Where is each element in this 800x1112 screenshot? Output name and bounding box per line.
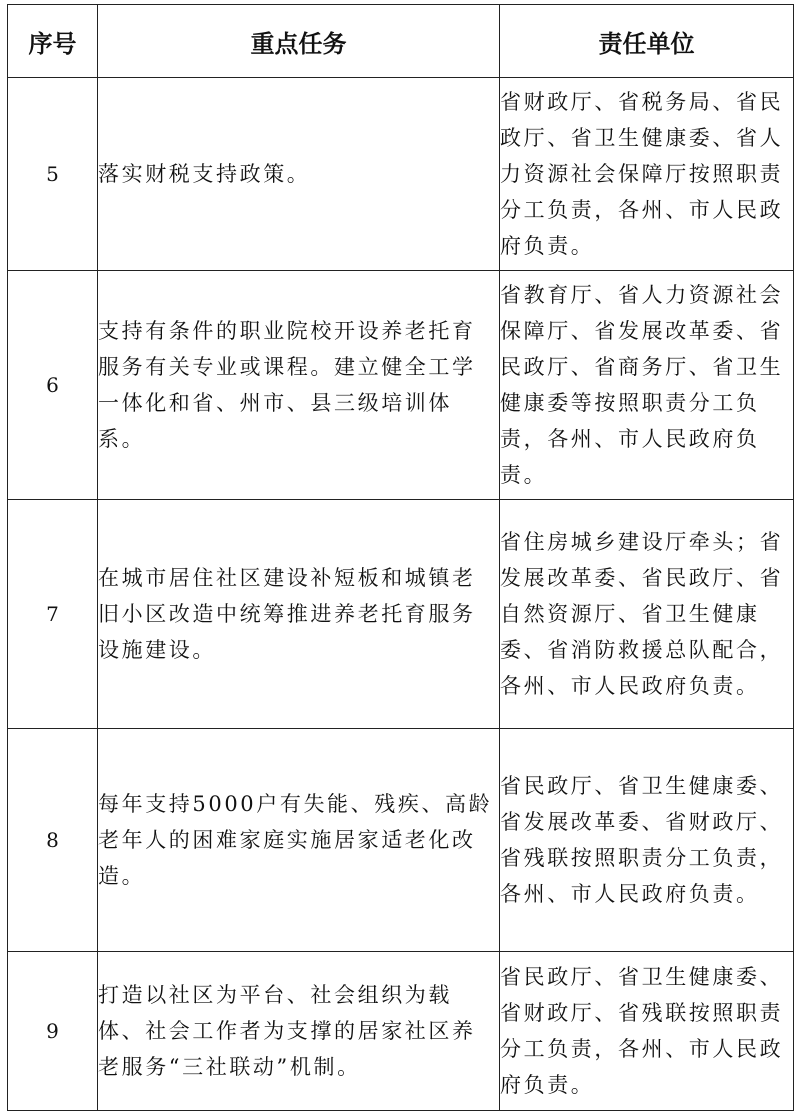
header-row: [8, 5, 794, 78]
row-task: 支持有条件的职业院校开设养老托育服务有关专业或课程。建立健全工学一体化和省、州市、县三级培训体系。: [98, 271, 500, 500]
row-task: 每年支持5000户有失能、残疾、高龄老年人的困难家庭实施居家适老化改造。: [98, 729, 500, 952]
row-unit: 省财政厅、省税务局、省民政厅、省卫生健康委、省人力资源社会保障厅按照职责分工负责，各州、市人民政府负责。: [500, 78, 794, 271]
row-index: 5: [8, 78, 98, 271]
row-task: 在城市居住社区建设补短板和城镇老旧小区改造中统筹推进养老托育服务设施建设。: [98, 500, 500, 729]
table-row: [8, 271, 794, 500]
row-index: 6: [8, 271, 98, 500]
row-task: 落实财税支持政策。: [98, 78, 500, 271]
row-index: 9: [8, 952, 98, 1111]
row-index: 8: [8, 729, 98, 952]
row-task: 打造以社区为平台、社会组织为载体、社会工作者为支撑的居家社区养老服务“三社联动”机制。: [98, 952, 500, 1111]
table-row: [8, 729, 794, 952]
row-unit: 省住房城乡建设厅牵头；省发展改革委、省民政厅、省自然资源厅、省卫生健康委、省消防救援总队配合，各州、市人民政府负责。: [500, 500, 794, 729]
row-unit: 省教育厅、省人力资源社会保障厅、省发展改革委、省民政厅、省商务厅、省卫生健康委等按照职责分工负责，各州、市人民政府负责。: [500, 271, 794, 500]
table-row: [8, 952, 794, 1111]
header-unit: 责任单位: [500, 5, 794, 78]
table-row: [8, 78, 794, 271]
row-unit: 省民政厅、省卫生健康委、省财政厅、省残联按照职责分工负责，各州、市人民政府负责。: [500, 952, 794, 1111]
row-index: 7: [8, 500, 98, 729]
table-row: [8, 500, 794, 729]
header-task: 重点任务: [98, 5, 500, 78]
row-unit: 省民政厅、省卫生健康委、省发展改革委、省财政厅、省残联按照职责分工负责，各州、市人民政府负责。: [500, 729, 794, 952]
task-table: [7, 4, 794, 1111]
header-index: 序号: [8, 5, 98, 78]
